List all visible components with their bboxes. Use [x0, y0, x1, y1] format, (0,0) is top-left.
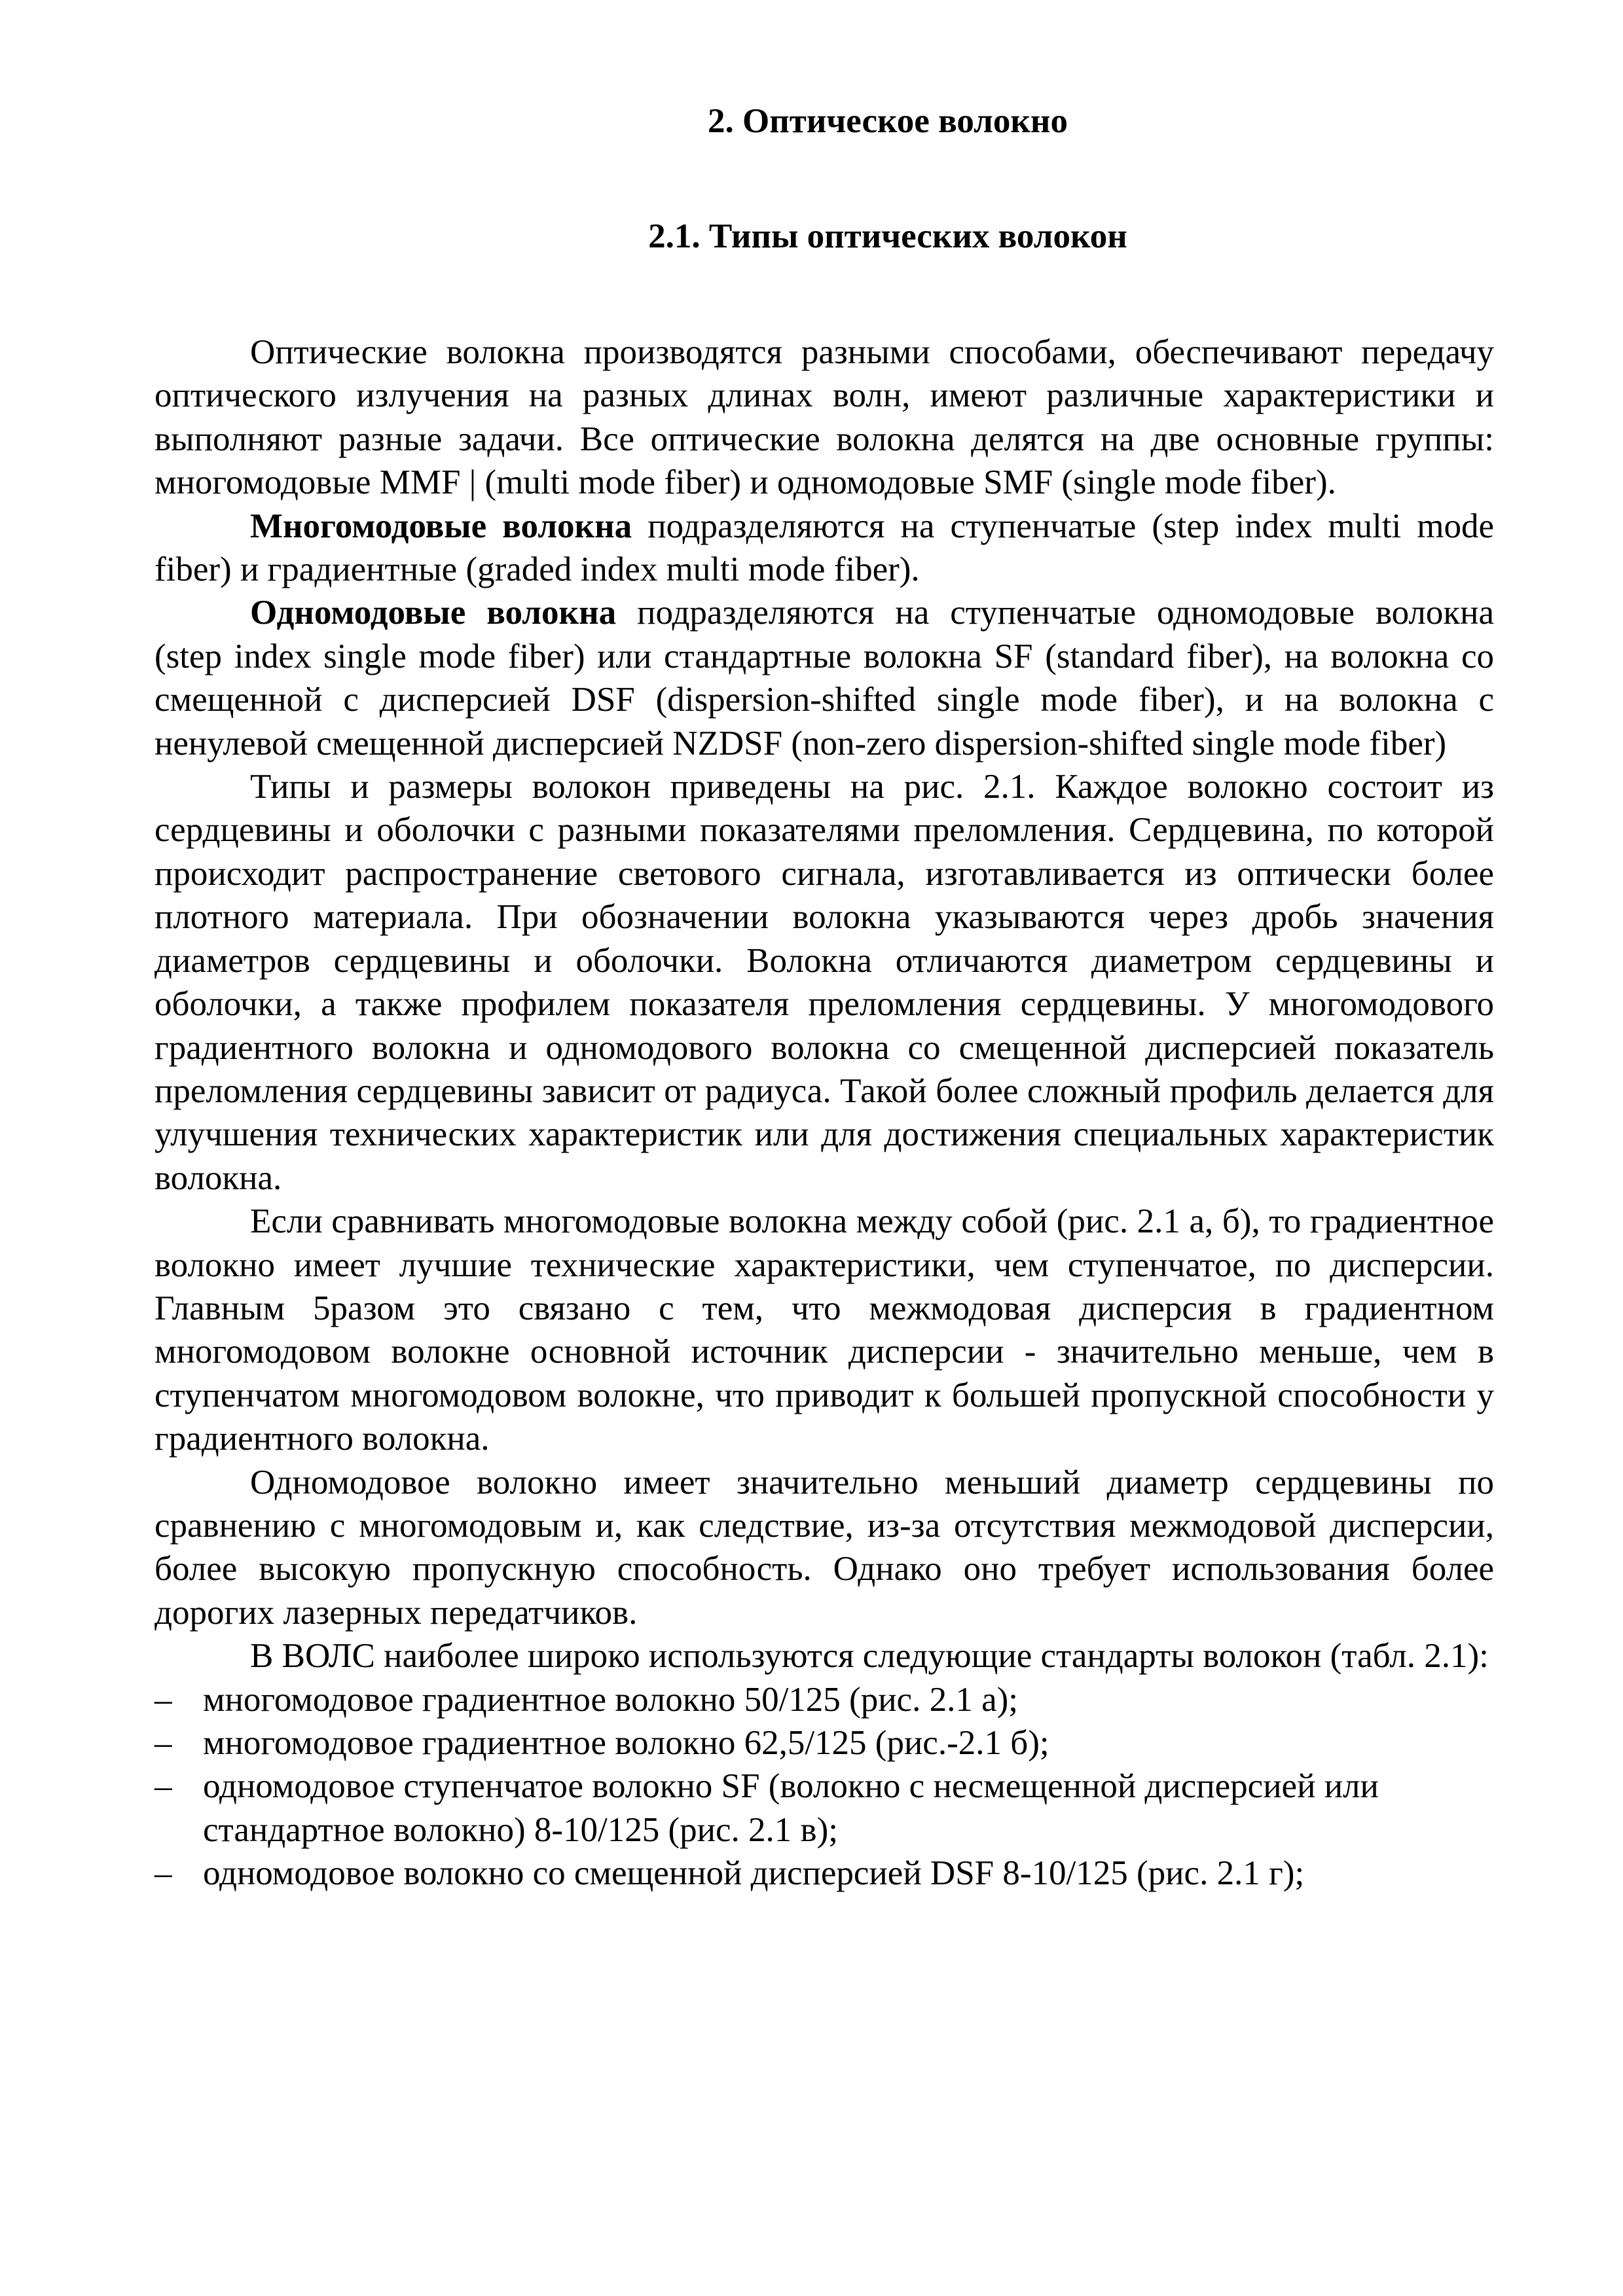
paragraph-singlemode-text: подразделяются на ступенчатые одномодовые волокна (step index single mode fiber) или стандартные волокна SF (standard fiber), на волокна со смещенной с дисперсией DSF (dispersion-shifted single mode fiber), и на волокна с ненулевой смещенной дисперсией NZDSF (non-zero dispersion-shifted single mode fiber)	[155, 594, 1494, 762]
list-dash: –	[155, 1767, 172, 1806]
paragraph-standards-intro: В ВОЛС наиболее широко используются следующие стандарты волокон (табл. 2.1):	[250, 1637, 1489, 1676]
list-item	[155, 1721, 1494, 1765]
paragraph-singlemode	[155, 591, 1494, 765]
list-item	[155, 1678, 1494, 1721]
list-item-text: многомодовое градиентное волокно 62,5/125 (рис.-2.1 б);	[203, 1724, 1049, 1762]
list-item	[155, 1765, 1494, 1852]
paragraph-fiber-types-sizes: Типы и размеры волокон приведены на рис. 2.1. Каждое волокно состоит из сердцевины и оболочки с разными показателями преломления. Сердцевина, по которой происходит распространение светового сигнала, изготавливается из оптически более плотного материала. При обозначении волокна указываются через дробь значения диаметров сердцевины и оболочки. Волокна отличаются диаметром сердцевины и оболочки, а также профилем показателя преломления сердцевины. У многомодового градиентного волокна и одномодового волокна со смещенной дисперсией показатель преломления сердцевины зависит от радиуса. Такой более сложный профиль делается для улучшения технических характеристик или для достижения специальных характеристик волокна.	[155, 768, 1494, 1197]
fiber-standards-list	[155, 1678, 1494, 1895]
term-multimode-fibers: Многомодовые волокна	[250, 507, 632, 545]
paragraph-fiber-groups: Оптические волокна производятся разными способами, обеспечивают передачу оптического излучения на разных длинах волн, имеют различные характеристики и выполняют разные задачи. Все оптические волокна делятся на две основные группы: многомодовые MMF | (multi mode fiber) и одномодовые SMF (single mode fiber).	[155, 333, 1494, 502]
paragraph-multimode-text: подразделяются на ступенчатые (step index multi mode fiber) и градиентные (graded index multi mode fiber).	[155, 507, 1494, 589]
list-item-text: многомодовое градиентное волокно 50/125 (рис. 2.1 а);	[203, 1680, 1018, 1719]
list-item	[155, 1852, 1494, 1895]
paragraph-multimode-comparison: Если сравнивать многомодовые волокна между собой (рис. 2.1 а, б), то градиентное волокно имеет лучшие технические характеристики, чем ступенчатое, по дисперсии. Главным 5разом это связано с тем, что межмодовая дисперсия в градиентном многомодовом волокне основной источник дисперсии - значительно меньше, чем в ступенчатом многомодовом волокне, что приводит к большей пропускной способности у градиентного волокна.	[155, 1202, 1494, 1458]
list-dash: –	[155, 1680, 172, 1719]
list-dash: –	[155, 1724, 172, 1762]
paragraph-singlemode-advantages: Одномодовое волокно имеет значительно меньший диаметр сердцевины по сравнению с многомодовым и, как следствие, из-за отсутствия межмодовой дисперсии, более высокую пропускную способность. Однако оно требует использования более дорогих лазерных передатчиков.	[155, 1463, 1494, 1632]
term-singlemode-fibers: Одномодовые волокна	[250, 594, 617, 632]
chapter-title: 2. Оптическое волокно	[708, 102, 1068, 140]
list-item-text: одномодовое волокно со смещенной дисперсией DSF 8-10/125 (рис. 2.1 г);	[203, 1854, 1305, 1893]
section-title: 2.1. Типы оптических волокон	[648, 217, 1127, 255]
list-item-text: одномодовое ступенчатое волокно SF (волокно с несмещенной дисперсией или стандартное волокно) 8-10/125 (рис. 2.1 в);	[203, 1767, 1379, 1849]
page-content	[155, 99, 1494, 1895]
list-dash: –	[155, 1854, 172, 1893]
paragraph-multimode	[155, 505, 1494, 592]
